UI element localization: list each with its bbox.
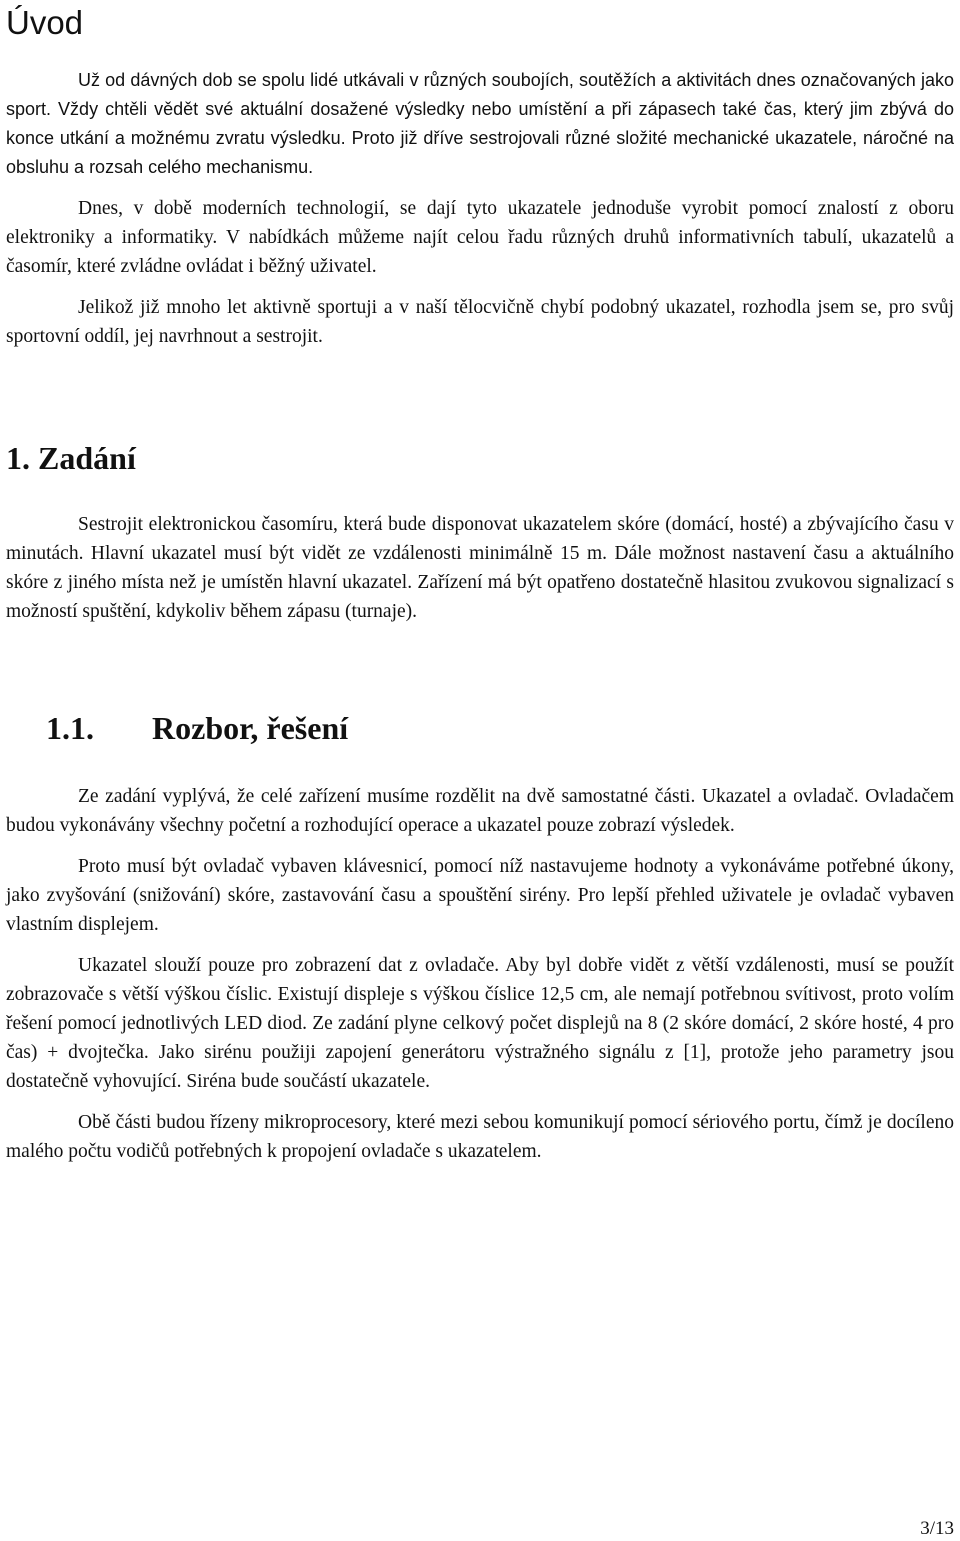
intro-paragraph-2: Dnes, v době moderních technologií, se dají tyto ukazatele jednoduše vyrobit pomocí znalostí z oboru elektroniky a informatiky. V nabídkách můžeme najít celou řadu různých druhů informativních tabulí, ukazatelů a časomír, které zvládne ovládat i běžný uživatel. — [6, 198, 954, 277]
rozbor-paragraph-1: Ze zadání vyplývá, že celé zařízení musíme rozdělit na dvě samostatné části. Ukazatel a ovladač. Ovladačem budou vykonávány všechny početní a rozhodující operace a ukazatel pouze zobrazí výsledek. — [6, 786, 954, 836]
subsection-title: Rozbor, řešení — [152, 710, 349, 746]
intro-paragraph-3: Jelikož již mnoho let aktivně sportuji a v naší tělocvičně chybí podobný ukazatel, rozhodla jsem se, pro svůj sportovní oddíl, jej navrhnout a sestrojit. — [6, 297, 954, 347]
zadani-paragraph-1: Sestrojit elektronickou časomíru, která bude disponovat ukazatelem skóre (domácí, hosté) a zbývajícího času v minutách. Hlavní ukazatel musí být vidět ze vzdálenosti minimálně 15 m. Dále možnost nastavení času a aktuálního skóre z jiného místa než je umístěn hlavní ukazatel. Zařízení má být opatřeno dostatečně hlasitou zvukovou signalizací s možností spuštění, kdykoliv během zápasu (turnaje). — [6, 514, 954, 622]
subsection-heading-rozbor — [46, 708, 348, 748]
rozbor-paragraph-2: Proto musí být ovladač vybaven klávesnicí, pomocí níž nastavujeme hodnoty a vykonáváme potřebné úkony, jako zvyšování (snižování) skóre, zastavování času a spouštění sirény. Pro lepší přehled uživatele je ovladač vybaven vlastním displejem. — [6, 856, 954, 935]
intro-section — [6, 66, 954, 363]
subsection-number: 1.1. — [46, 710, 94, 746]
section-heading-uvod: Úvod — [6, 4, 84, 41]
page-number: 3/13 — [920, 1518, 954, 1539]
rozbor-paragraph-3: Ukazatel slouží pouze pro zobrazení dat z ovladače. Aby byl dobře vidět z větší vzdálenosti, musí se použít zobrazovače s větší výškou číslic. Existují displeje s výškou číslice 12,5 cm, ale nemají potřebnou svítivost, proto volím řešení pomocí jednotlivých LED diod. Ze zadání plyne celkový počet displejů na 8 (2 skóre domácí, 2 skóre hosté, 4 pro čas) + dvojtečka. Jako sirénu použiji zapojení generátoru výstražného signálu z [1], protože jeho parametry jsou dostatečně vyhovující. Siréna bude součástí ukazatele. — [6, 955, 954, 1092]
zadani-section — [6, 510, 954, 638]
section-heading-zadani: 1. Zadání — [6, 440, 136, 476]
intro-paragraph-1: Už od dávných dob se spolu lidé utkávali v různých soubojích, soutěžích a aktivitách dnes označovaných jako sport. Vždy chtěli vědět své aktuální dosažené výsledky nebo umístění a při zápasech také čas, který jim zbývá do konce utkání a možnému zvratu výsledku. Proto již dříve sestrojovali různé složité mechanické ukazatele, náročné na obsluhu a rozsah celého mechanismu. — [6, 70, 954, 177]
rozbor-section — [6, 782, 954, 1178]
rozbor-paragraph-4: Obě části budou řízeny mikroprocesory, které mezi sebou komunikují pomocí sériového portu, čímž je docíleno malého počtu vodičů potřebných k propojení ovladače s ukazatelem. — [6, 1112, 954, 1162]
